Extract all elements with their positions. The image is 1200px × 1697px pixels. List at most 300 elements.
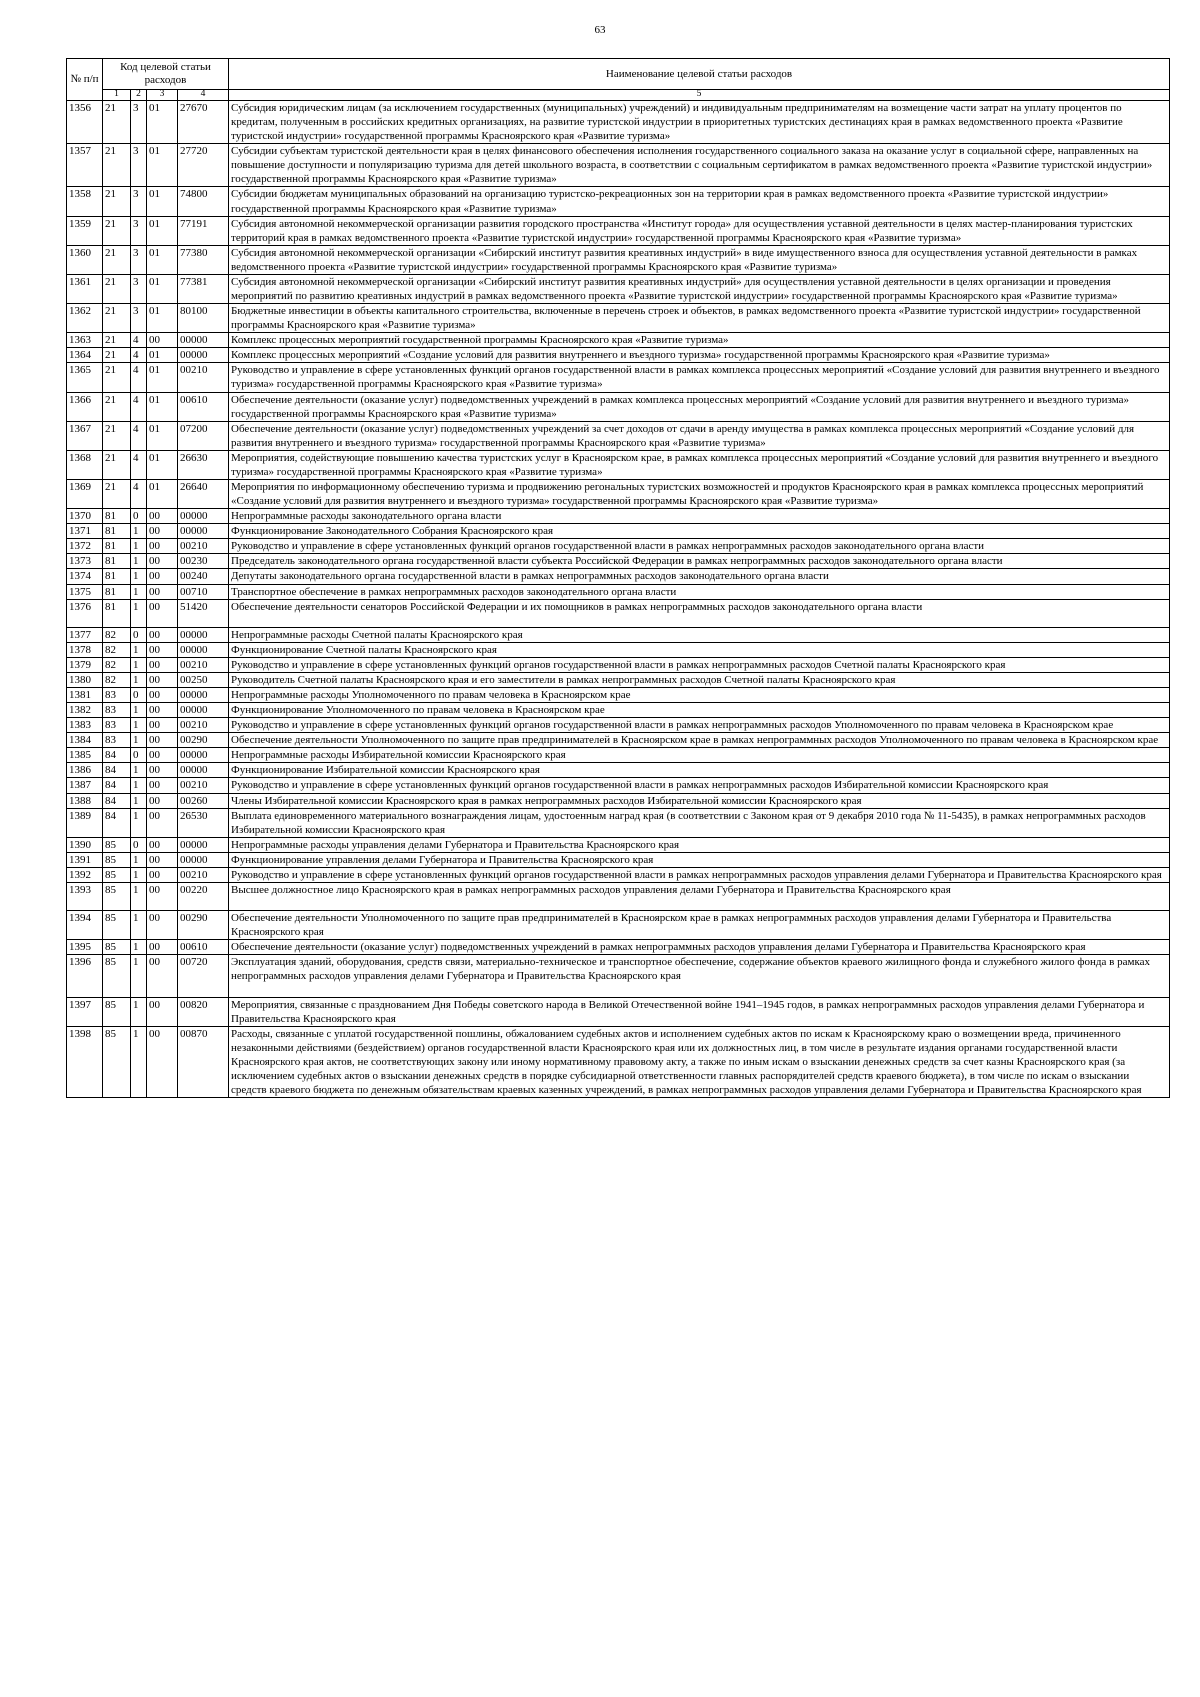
code-event: 00 <box>147 837 178 852</box>
code-subprogram: 1 <box>131 793 147 808</box>
row-number: 1382 <box>67 703 103 718</box>
table-header-row <box>67 59 1170 90</box>
code-program: 81 <box>103 524 131 539</box>
row-name: Бюджетные инвестиции в объекты капитального строительства, включенные в перечень строек и объектов, в рамках ведомственного проекта «Развитие туристской индустрии» государственной программы Красноярского края «Развитие туризма» <box>229 304 1170 333</box>
code-direction: 77380 <box>178 245 229 274</box>
code-event: 00 <box>147 793 178 808</box>
row-number: 1373 <box>67 554 103 569</box>
row-name: Субсидия автономной некоммерческой организации «Сибирский институт развития креативных индустрий» в виде имущественного взноса для осуществления уставной деятельности в рамках ведомственного проекта «Развитие туристской индустрии» государственной программы Красноярского края «Развитие туризма» <box>229 245 1170 274</box>
row-number: 1391 <box>67 852 103 867</box>
code-event: 01 <box>147 450 178 479</box>
code-direction: 00000 <box>178 348 229 363</box>
row-number: 1395 <box>67 940 103 955</box>
row-number: 1367 <box>67 421 103 450</box>
row-number: 1365 <box>67 363 103 392</box>
row-number: 1380 <box>67 672 103 687</box>
code-event: 00 <box>147 733 178 748</box>
row-number: 1359 <box>67 216 103 245</box>
table-row <box>67 867 1170 882</box>
code-program: 85 <box>103 852 131 867</box>
code-event: 00 <box>147 718 178 733</box>
code-subprogram: 0 <box>131 688 147 703</box>
code-direction: 00710 <box>178 584 229 599</box>
row-name: Руководство и управление в сфере установленных функций органов государственной власти в рамках комплекса процессных мероприятий «Создание условий для развития внутреннего и въездного туризма» государственной программы Красноярского края «Развитие туризма» <box>229 363 1170 392</box>
code-subprogram: 1 <box>131 911 147 940</box>
row-name: Руководитель Счетной палаты Красноярского края и его заместители в рамках непрограммных расходов Счетной палаты Красноярского края <box>229 672 1170 687</box>
code-subprogram: 0 <box>131 837 147 852</box>
code-program: 82 <box>103 672 131 687</box>
code-direction: 00000 <box>178 837 229 852</box>
code-subprogram: 3 <box>131 187 147 216</box>
code-subprogram: 1 <box>131 808 147 837</box>
header-code-group: Код целевой статьи расходов <box>103 59 229 90</box>
table-row <box>67 627 1170 642</box>
code-event: 00 <box>147 955 178 997</box>
row-number: 1358 <box>67 187 103 216</box>
code-subprogram: 1 <box>131 778 147 793</box>
row-name: Эксплуатация зданий, оборудования, средств связи, материально-техническое и транспортное обеспечение, содержание объектов краевого жилищного фонда и служебного жилого фонда в рамках непрограммных расходов управления делами Губернатора и Правительства Красноярского края <box>229 955 1170 997</box>
code-direction: 00290 <box>178 911 229 940</box>
row-name: Мероприятия, содействующие повышению качества туристских услуг в Красноярском крае, в рамках комплекса процессных мероприятий «Создание условий для развития внутреннего и въездного туризма» государственной программы Красноярского края «Развитие туризма» <box>229 450 1170 479</box>
header-index-5: 5 <box>229 90 1170 101</box>
table-row <box>67 1026 1170 1097</box>
code-event: 01 <box>147 304 178 333</box>
table-row <box>67 421 1170 450</box>
code-event: 00 <box>147 524 178 539</box>
code-program: 21 <box>103 245 131 274</box>
row-number: 1393 <box>67 883 103 911</box>
code-event: 00 <box>147 599 178 627</box>
row-name: Расходы, связанные с уплатой государственной пошлины, обжалованием судебных актов и исполнением судебных актов по искам к Красноярскому краю о возмещении вреда, причиненного незаконными действиями (бездействием) органов государственной власти Красноярского края или их должностных лиц, в том числе в результате издания органами государственной власти Красноярского края актов, не соответствующих закону или иному нормативному правовому акту, а также по иным искам о взыскании денежных средств за счет казны Красноярского края (за исключением судебных актов о взыскании денежных средств в порядке субсидиарной ответственности главных распорядителей средств краевого бюджета), в том числе по искам о взыскании средств краевого бюджета по денежным обязательствам краевых казенных учреждений, в рамках непрограммных расходов управления делами Губернатора и Правительства Красноярского края <box>229 1026 1170 1097</box>
row-name: Руководство и управление в сфере установленных функций органов государственной власти в рамках непрограммных расходов Счетной палаты Красноярского края <box>229 657 1170 672</box>
table-row <box>67 852 1170 867</box>
table-row <box>67 100 1170 143</box>
row-number: 1357 <box>67 144 103 187</box>
code-program: 21 <box>103 100 131 143</box>
row-name: Члены Избирательной комиссии Красноярского края в рамках непрограммных расходов Избирательной комиссии Красноярского края <box>229 793 1170 808</box>
code-event: 01 <box>147 421 178 450</box>
code-event: 01 <box>147 274 178 303</box>
header-index-3: 3 <box>147 90 178 101</box>
code-program: 84 <box>103 763 131 778</box>
header-index-1: 1 <box>103 90 131 101</box>
table-row <box>67 997 1170 1026</box>
code-direction: 27720 <box>178 144 229 187</box>
table-row <box>67 274 1170 303</box>
row-name: Функционирование Счетной палаты Красноярского края <box>229 642 1170 657</box>
row-number: 1374 <box>67 569 103 584</box>
table-row <box>67 718 1170 733</box>
table-row <box>67 808 1170 837</box>
table-row <box>67 940 1170 955</box>
code-subprogram: 1 <box>131 703 147 718</box>
row-name: Функционирование Уполномоченного по правам человека в Красноярском крае <box>229 703 1170 718</box>
row-name: Субсидия автономной некоммерческой организации развития городского пространства «Институт города» для осуществления уставной деятельности в целях мастер-планирования туристских территорий края в рамках ведомственного проекта «Развитие туристской индустрии» государственной программы Красноярского края «Развитие туризма» <box>229 216 1170 245</box>
header-num: № п/п <box>67 59 103 101</box>
table-row <box>67 748 1170 763</box>
code-program: 81 <box>103 539 131 554</box>
code-subprogram: 1 <box>131 997 147 1026</box>
row-name: Руководство и управление в сфере установленных функций органов государственной власти в рамках непрограммных расходов законодательного органа власти <box>229 539 1170 554</box>
code-program: 83 <box>103 718 131 733</box>
row-name: Обеспечение деятельности сенаторов Российской Федерации и их помощников в рамках непрограммных расходов законодательного органа власти <box>229 599 1170 627</box>
code-direction: 00230 <box>178 554 229 569</box>
table-row <box>67 524 1170 539</box>
code-event: 00 <box>147 808 178 837</box>
table-row <box>67 363 1170 392</box>
row-name: Комплекс процессных мероприятий «Создание условий для развития внутреннего и въездного туризма» государственной программы Красноярского края «Развитие туризма» <box>229 348 1170 363</box>
code-event: 00 <box>147 569 178 584</box>
row-name: Депутаты законодательного органа государственной власти в рамках непрограммных расходов законодательного органа власти <box>229 569 1170 584</box>
code-event: 00 <box>147 997 178 1026</box>
code-direction: 00210 <box>178 778 229 793</box>
row-number: 1368 <box>67 450 103 479</box>
table-row <box>67 584 1170 599</box>
code-program: 81 <box>103 554 131 569</box>
code-event: 01 <box>147 363 178 392</box>
code-event: 00 <box>147 688 178 703</box>
row-name: Мероприятия, связанные с празднованием Дня Победы советского народа в Великой Отечественной войне 1941–1945 годов, в рамках непрограммных расходов управления делами Губернатора и Правительства Красноярского края <box>229 997 1170 1026</box>
code-subprogram: 4 <box>131 480 147 509</box>
table-row <box>67 333 1170 348</box>
table-row <box>67 216 1170 245</box>
table-row <box>67 911 1170 940</box>
code-program: 21 <box>103 333 131 348</box>
code-subprogram: 4 <box>131 421 147 450</box>
code-program: 84 <box>103 793 131 808</box>
code-subprogram: 1 <box>131 524 147 539</box>
code-program: 21 <box>103 363 131 392</box>
row-number: 1360 <box>67 245 103 274</box>
code-direction: 00720 <box>178 955 229 997</box>
code-direction: 00000 <box>178 763 229 778</box>
target-items-table <box>66 58 1170 1098</box>
row-number: 1356 <box>67 100 103 143</box>
row-name: Выплата единовременного материального вознаграждения лицам, удостоенным наград края (в соответствии с Законом края от 9 декабря 2010 года № 11-5435), в рамках непрограммных расходов Избирательной комиссии Красноярского края <box>229 808 1170 837</box>
row-name: Непрограммные расходы Счетной палаты Красноярского края <box>229 627 1170 642</box>
code-subprogram: 1 <box>131 672 147 687</box>
code-event: 00 <box>147 627 178 642</box>
code-event: 01 <box>147 480 178 509</box>
code-event: 00 <box>147 778 178 793</box>
code-direction: 00000 <box>178 703 229 718</box>
code-event: 00 <box>147 657 178 672</box>
row-name: Руководство и управление в сфере установленных функций органов государственной власти в рамках непрограммных расходов Избирательной комиссии Красноярского края <box>229 778 1170 793</box>
code-direction: 00210 <box>178 867 229 882</box>
code-program: 83 <box>103 733 131 748</box>
code-event: 00 <box>147 672 178 687</box>
code-direction: 07200 <box>178 421 229 450</box>
code-direction: 77381 <box>178 274 229 303</box>
code-event: 01 <box>147 187 178 216</box>
row-name: Функционирование управления делами Губернатора и Правительства Красноярского края <box>229 852 1170 867</box>
code-subprogram: 0 <box>131 627 147 642</box>
page-number: 63 <box>594 24 606 36</box>
table-row <box>67 245 1170 274</box>
row-name: Руководство и управление в сфере установленных функций органов государственной власти в рамках непрограммных расходов управления делами Губернатора и Правительства Красноярского края <box>229 867 1170 882</box>
row-number: 1388 <box>67 793 103 808</box>
table-row <box>67 733 1170 748</box>
header-index-4: 4 <box>178 90 229 101</box>
row-number: 1385 <box>67 748 103 763</box>
code-subprogram: 1 <box>131 657 147 672</box>
code-event: 00 <box>147 911 178 940</box>
row-number: 1389 <box>67 808 103 837</box>
code-event: 00 <box>147 703 178 718</box>
row-name: Функционирование Избирательной комиссии Красноярского края <box>229 763 1170 778</box>
row-name: Субсидия юридическим лицам (за исключением государственных (муниципальных) учреждений) и индивидуальным предпринимателям на возмещение части затрат на уплату процентов по кредитам, полученным в российских кредитных организациях, на развитие туристской индустрии в приоритетных туристских дестинациях края в рамках ведомственного проекта «Развитие туристской индустрии» государственной программы Красноярского края «Развитие туризма» <box>229 100 1170 143</box>
row-number: 1366 <box>67 392 103 421</box>
code-program: 21 <box>103 421 131 450</box>
code-subprogram: 1 <box>131 852 147 867</box>
code-event: 00 <box>147 940 178 955</box>
row-number: 1397 <box>67 997 103 1026</box>
row-name: Непрограммные расходы законодательного органа власти <box>229 509 1170 524</box>
code-subprogram: 4 <box>131 392 147 421</box>
code-program: 85 <box>103 997 131 1026</box>
code-subprogram: 3 <box>131 245 147 274</box>
code-program: 21 <box>103 480 131 509</box>
code-program: 84 <box>103 748 131 763</box>
code-subprogram: 1 <box>131 554 147 569</box>
table-row <box>67 348 1170 363</box>
code-program: 83 <box>103 688 131 703</box>
code-event: 01 <box>147 100 178 143</box>
code-subprogram: 0 <box>131 509 147 524</box>
code-direction: 00000 <box>178 688 229 703</box>
code-event: 00 <box>147 852 178 867</box>
code-event: 01 <box>147 392 178 421</box>
code-direction: 74800 <box>178 187 229 216</box>
row-name: Обеспечение деятельности (оказание услуг) подведомственных учреждений в рамках непрограммных расходов управления делами Губернатора и Правительства Красноярского края <box>229 940 1170 955</box>
code-direction: 00000 <box>178 333 229 348</box>
code-direction: 26630 <box>178 450 229 479</box>
table-row <box>67 778 1170 793</box>
code-program: 81 <box>103 599 131 627</box>
table-row <box>67 450 1170 479</box>
row-number: 1386 <box>67 763 103 778</box>
row-name: Транспортное обеспечение в рамках непрограммных расходов законодательного органа власти <box>229 584 1170 599</box>
code-direction: 00870 <box>178 1026 229 1097</box>
row-name: Функционирование Законодательного Собрания Красноярского края <box>229 524 1170 539</box>
code-direction: 00000 <box>178 642 229 657</box>
table-row <box>67 599 1170 627</box>
header-index-2: 2 <box>131 90 147 101</box>
code-subprogram: 3 <box>131 304 147 333</box>
table-row <box>67 672 1170 687</box>
code-subprogram: 1 <box>131 1026 147 1097</box>
table-body <box>67 100 1170 1097</box>
code-subprogram: 1 <box>131 569 147 584</box>
table-row <box>67 539 1170 554</box>
code-direction: 00000 <box>178 852 229 867</box>
code-subprogram: 1 <box>131 599 147 627</box>
code-event: 00 <box>147 333 178 348</box>
code-direction: 00820 <box>178 997 229 1026</box>
table-row <box>67 642 1170 657</box>
code-subprogram: 1 <box>131 539 147 554</box>
code-program: 82 <box>103 627 131 642</box>
table-row <box>67 837 1170 852</box>
code-subprogram: 1 <box>131 642 147 657</box>
row-name: Непрограммные расходы управления делами Губернатора и Правительства Красноярского края <box>229 837 1170 852</box>
row-number: 1363 <box>67 333 103 348</box>
code-subprogram: 1 <box>131 584 147 599</box>
code-program: 85 <box>103 1026 131 1097</box>
code-event: 01 <box>147 216 178 245</box>
table-row <box>67 883 1170 911</box>
row-number: 1372 <box>67 539 103 554</box>
code-program: 82 <box>103 657 131 672</box>
code-program: 85 <box>103 867 131 882</box>
row-name: Комплекс процессных мероприятий государственной программы Красноярского края «Развитие туризма» <box>229 333 1170 348</box>
table-index-row <box>67 90 1170 101</box>
code-direction: 26530 <box>178 808 229 837</box>
table-row <box>67 763 1170 778</box>
table-row <box>67 657 1170 672</box>
code-direction: 00290 <box>178 733 229 748</box>
row-number: 1376 <box>67 599 103 627</box>
row-number: 1381 <box>67 688 103 703</box>
code-direction: 00250 <box>178 672 229 687</box>
row-name: Обеспечение деятельности Уполномоченного по защите прав предпринимателей в Красноярском крае в рамках непрограммных расходов Уполномоченного по правам человека в Красноярском крае <box>229 733 1170 748</box>
code-subprogram: 4 <box>131 348 147 363</box>
code-subprogram: 1 <box>131 955 147 997</box>
code-event: 01 <box>147 245 178 274</box>
code-event: 00 <box>147 883 178 911</box>
code-subprogram: 3 <box>131 216 147 245</box>
code-event: 00 <box>147 642 178 657</box>
code-event: 01 <box>147 348 178 363</box>
code-direction: 00000 <box>178 509 229 524</box>
row-number: 1362 <box>67 304 103 333</box>
row-number: 1375 <box>67 584 103 599</box>
code-event: 00 <box>147 584 178 599</box>
code-direction: 77191 <box>178 216 229 245</box>
row-name: Субсидии бюджетам муниципальных образований на организацию туристско-рекреационных зон на территории края в рамках ведомственного проекта «Развитие туристской индустрии» государственной программы Красноярского края «Развитие туризма» <box>229 187 1170 216</box>
row-number: 1378 <box>67 642 103 657</box>
code-subprogram: 4 <box>131 333 147 348</box>
code-direction: 00210 <box>178 539 229 554</box>
code-direction: 00210 <box>178 718 229 733</box>
row-number: 1369 <box>67 480 103 509</box>
code-subprogram: 1 <box>131 883 147 911</box>
code-program: 81 <box>103 509 131 524</box>
code-subprogram: 4 <box>131 450 147 479</box>
code-direction: 00000 <box>178 748 229 763</box>
row-number: 1377 <box>67 627 103 642</box>
code-program: 21 <box>103 348 131 363</box>
code-program: 81 <box>103 569 131 584</box>
row-number: 1370 <box>67 509 103 524</box>
code-subprogram: 1 <box>131 867 147 882</box>
code-direction: 00000 <box>178 524 229 539</box>
code-program: 21 <box>103 144 131 187</box>
code-program: 82 <box>103 642 131 657</box>
code-event: 00 <box>147 554 178 569</box>
row-number: 1364 <box>67 348 103 363</box>
code-subprogram: 1 <box>131 733 147 748</box>
table-row <box>67 569 1170 584</box>
code-program: 85 <box>103 837 131 852</box>
code-program: 21 <box>103 392 131 421</box>
table-row <box>67 703 1170 718</box>
code-subprogram: 3 <box>131 144 147 187</box>
code-program: 84 <box>103 808 131 837</box>
table-row <box>67 688 1170 703</box>
table-row <box>67 793 1170 808</box>
code-direction: 51420 <box>178 599 229 627</box>
row-number: 1384 <box>67 733 103 748</box>
code-direction: 80100 <box>178 304 229 333</box>
table-row <box>67 554 1170 569</box>
row-number: 1383 <box>67 718 103 733</box>
row-name: Руководство и управление в сфере установленных функций органов государственной власти в рамках непрограммных расходов Уполномоченного по правам человека в Красноярском крае <box>229 718 1170 733</box>
row-name: Высшее должностное лицо Красноярского края в рамках непрограммных расходов управления делами Губернатора и Правительства Красноярского края <box>229 883 1170 911</box>
table-row <box>67 392 1170 421</box>
row-number: 1361 <box>67 274 103 303</box>
code-program: 85 <box>103 911 131 940</box>
code-direction: 00610 <box>178 940 229 955</box>
code-subprogram: 4 <box>131 363 147 392</box>
row-number: 1379 <box>67 657 103 672</box>
code-subprogram: 1 <box>131 763 147 778</box>
row-number: 1396 <box>67 955 103 997</box>
code-direction: 26640 <box>178 480 229 509</box>
row-name: Председатель законодательного органа государственной власти субъекта Российской Федерации в рамках непрограммных расходов законодательного органа власти <box>229 554 1170 569</box>
row-number: 1398 <box>67 1026 103 1097</box>
code-program: 85 <box>103 955 131 997</box>
code-direction: 00210 <box>178 657 229 672</box>
code-event: 01 <box>147 144 178 187</box>
code-direction: 00000 <box>178 627 229 642</box>
code-program: 85 <box>103 940 131 955</box>
code-event: 00 <box>147 763 178 778</box>
table-row <box>67 509 1170 524</box>
table-row <box>67 304 1170 333</box>
code-program: 83 <box>103 703 131 718</box>
code-event: 00 <box>147 539 178 554</box>
code-direction: 00210 <box>178 363 229 392</box>
row-name: Непрограммные расходы Избирательной комиссии Красноярского края <box>229 748 1170 763</box>
code-event: 00 <box>147 867 178 882</box>
header-name: Наименование целевой статьи расходов <box>229 59 1170 90</box>
row-name: Обеспечение деятельности (оказание услуг) подведомственных учреждений в рамках комплекса процессных мероприятий «Создание условий для развития внутреннего и въездного туризма» государственной программы Красноярского края «Развитие туризма» <box>229 392 1170 421</box>
row-name: Непрограммные расходы Уполномоченного по правам человека в Красноярском крае <box>229 688 1170 703</box>
code-program: 84 <box>103 778 131 793</box>
code-direction: 00610 <box>178 392 229 421</box>
row-number: 1392 <box>67 867 103 882</box>
row-name: Субсидия автономной некоммерческой организации «Сибирский институт развития креативных индустрий» для осуществления уставной деятельности в целях организации и проведения мероприятий по развитию креативных индустрий в рамках ведомственного проекта «Развитие туристской индустрии» государственной программы Красноярского края «Развитие туризма» <box>229 274 1170 303</box>
code-event: 00 <box>147 509 178 524</box>
code-direction: 00260 <box>178 793 229 808</box>
table-row <box>67 187 1170 216</box>
code-program: 21 <box>103 187 131 216</box>
code-event: 00 <box>147 1026 178 1097</box>
code-subprogram: 3 <box>131 100 147 143</box>
code-direction: 00240 <box>178 569 229 584</box>
code-subprogram: 3 <box>131 274 147 303</box>
row-name: Мероприятия по информационному обеспечению туризма и продвижению регональных туристских возможностей и продуктов Красноярского края в рамках комплекса процессных мероприятий «Создание условий для развития внутреннего и въездного туризма» государственной программы Красноярского края «Развитие туризма» <box>229 480 1170 509</box>
code-program: 81 <box>103 584 131 599</box>
row-name: Субсидии субъектам туристской деятельности края в целях финансового обеспечения исполнения государственного социального заказа на оказание услуг в социальной сфере, направленных на повышение доступности и популяризацию туризма для детей школьного возраста, в соответствии с социальным сертификатом в рамках ведомственного проекта «Развитие туристской индустрии» государственной программы Красноярского края «Развитие туризма» <box>229 144 1170 187</box>
table-row <box>67 144 1170 187</box>
row-name: Обеспечение деятельности Уполномоченного по защите прав предпринимателей в Красноярском крае в рамках непрограммных расходов управления делами Губернатора и Правительства Красноярского края <box>229 911 1170 940</box>
row-number: 1387 <box>67 778 103 793</box>
code-direction: 00220 <box>178 883 229 911</box>
table-row <box>67 955 1170 997</box>
row-number: 1371 <box>67 524 103 539</box>
